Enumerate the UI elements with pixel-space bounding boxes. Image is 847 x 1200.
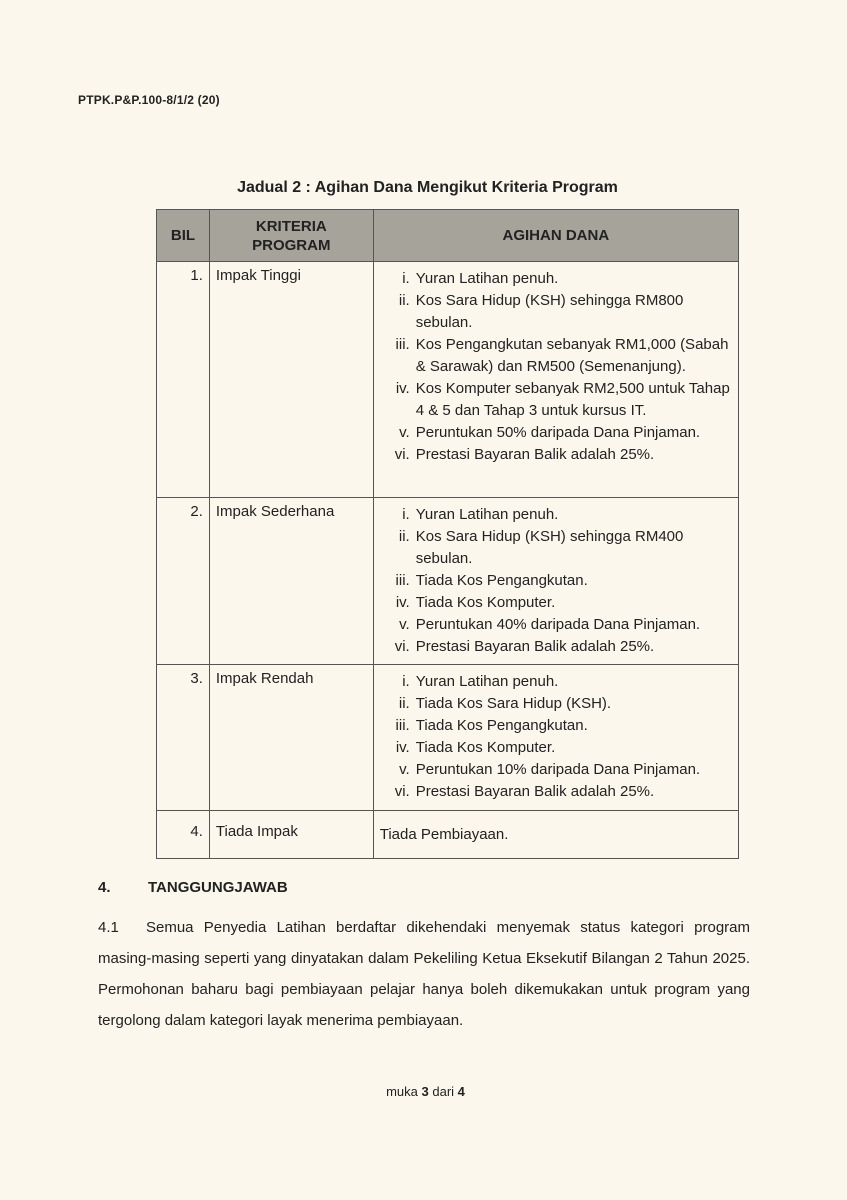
header-agihan: AGIHAN DANA	[373, 210, 738, 262]
row-kriteria: Impak Sederhana	[209, 498, 373, 665]
table-row	[157, 811, 739, 859]
row-bil: 3.	[157, 665, 210, 811]
list-item: vi. Prestasi Bayaran Balik adalah 25%.	[394, 638, 655, 655]
paragraph-text: Semua Penyedia Latihan berdaftar dikehendaki menyemak status kategori program masing-masing seperti yang dinyatakan dalam Pekeliling Ketua Eksekutif Bilangan 2 Tahun 2025. Permohonan baharu bagi pembiayaan pelajar hanya boleh dikemukakan untuk program yang tergolong dalam kategori layak menerima pembiayaan.	[98, 919, 750, 1029]
list-item: v. Peruntukan 40% daripada Dana Pinjaman.	[399, 616, 701, 633]
list-item: iv. Tiada Kos Komputer.	[395, 739, 556, 756]
row-bil: 4.	[157, 811, 210, 859]
allocation-list	[374, 671, 732, 803]
page-footer	[0, 1084, 847, 1099]
footer-mid: dari	[432, 1084, 455, 1099]
list-item: ii. Kos Sara Hidup (KSH) sehingga RM800 sebulan.	[398, 292, 684, 331]
table-row	[157, 262, 739, 498]
list-item: vi. Prestasi Bayaran Balik adalah 25%.	[394, 783, 655, 800]
header-kriteria: KRITERIA PROGRAM	[209, 210, 373, 262]
list-item: i. Yuran Latihan penuh.	[402, 270, 559, 287]
list-item: iii. Kos Pengangkutan sebanyak RM1,000 (Sabah & Sarawak) dan RM500 (Semenanjung).	[395, 336, 729, 375]
allocation-list	[374, 504, 732, 658]
table-row	[157, 498, 739, 665]
section-number: 4.	[98, 879, 111, 896]
table-row	[157, 665, 739, 811]
row-agihan: Tiada Pembiayaan.	[373, 811, 738, 859]
list-item: iv. Tiada Kos Komputer.	[395, 594, 556, 611]
list-item: ii. Kos Sara Hidup (KSH) sehingga RM400 sebulan.	[398, 528, 684, 567]
header-bil: BIL	[157, 210, 210, 262]
list-item: v. Peruntukan 10% daripada Dana Pinjaman.	[399, 761, 701, 778]
row-agihan	[373, 498, 738, 665]
list-item: vi. Prestasi Bayaran Balik adalah 25%.	[394, 446, 655, 463]
table-title: Jadual 2 : Agihan Dana Mengikut Kriteria Program	[237, 179, 618, 196]
footer-prefix: muka	[386, 1084, 418, 1099]
table-header-row	[157, 210, 739, 262]
section-heading	[98, 879, 288, 896]
row-kriteria: Impak Rendah	[209, 665, 373, 811]
row-agihan	[373, 262, 738, 498]
list-item: i. Yuran Latihan penuh.	[402, 506, 559, 523]
footer-total-pages: 4	[457, 1084, 465, 1099]
row-agihan	[373, 665, 738, 811]
allocation-list	[374, 268, 732, 466]
paragraph	[98, 912, 750, 1036]
list-item: iii. Tiada Kos Pengangkutan.	[395, 717, 588, 734]
row-bil: 2.	[157, 498, 210, 665]
list-item: v. Peruntukan 50% daripada Dana Pinjaman.	[399, 424, 701, 441]
row-bil: 1.	[157, 262, 210, 498]
list-item: i. Yuran Latihan penuh.	[402, 673, 559, 690]
row-kriteria: Impak Tinggi	[209, 262, 373, 498]
section-title: TANGGUNGJAWAB	[148, 879, 288, 896]
list-item: ii. Tiada Kos Sara Hidup (KSH).	[398, 695, 612, 712]
document-reference-number: PTPK.P&P.100-8/1/2 (20)	[78, 93, 220, 107]
footer-page-number: 3	[421, 1084, 429, 1099]
paragraph-number: 4.1	[98, 919, 119, 936]
list-item: iv. Kos Komputer sebanyak RM2,500 untuk Tahap 4 & 5 dan Tahap 3 untuk kursus IT.	[395, 380, 730, 419]
row-kriteria: Tiada Impak	[209, 811, 373, 859]
list-item: iii. Tiada Kos Pengangkutan.	[395, 572, 588, 589]
fund-allocation-table	[156, 209, 739, 859]
